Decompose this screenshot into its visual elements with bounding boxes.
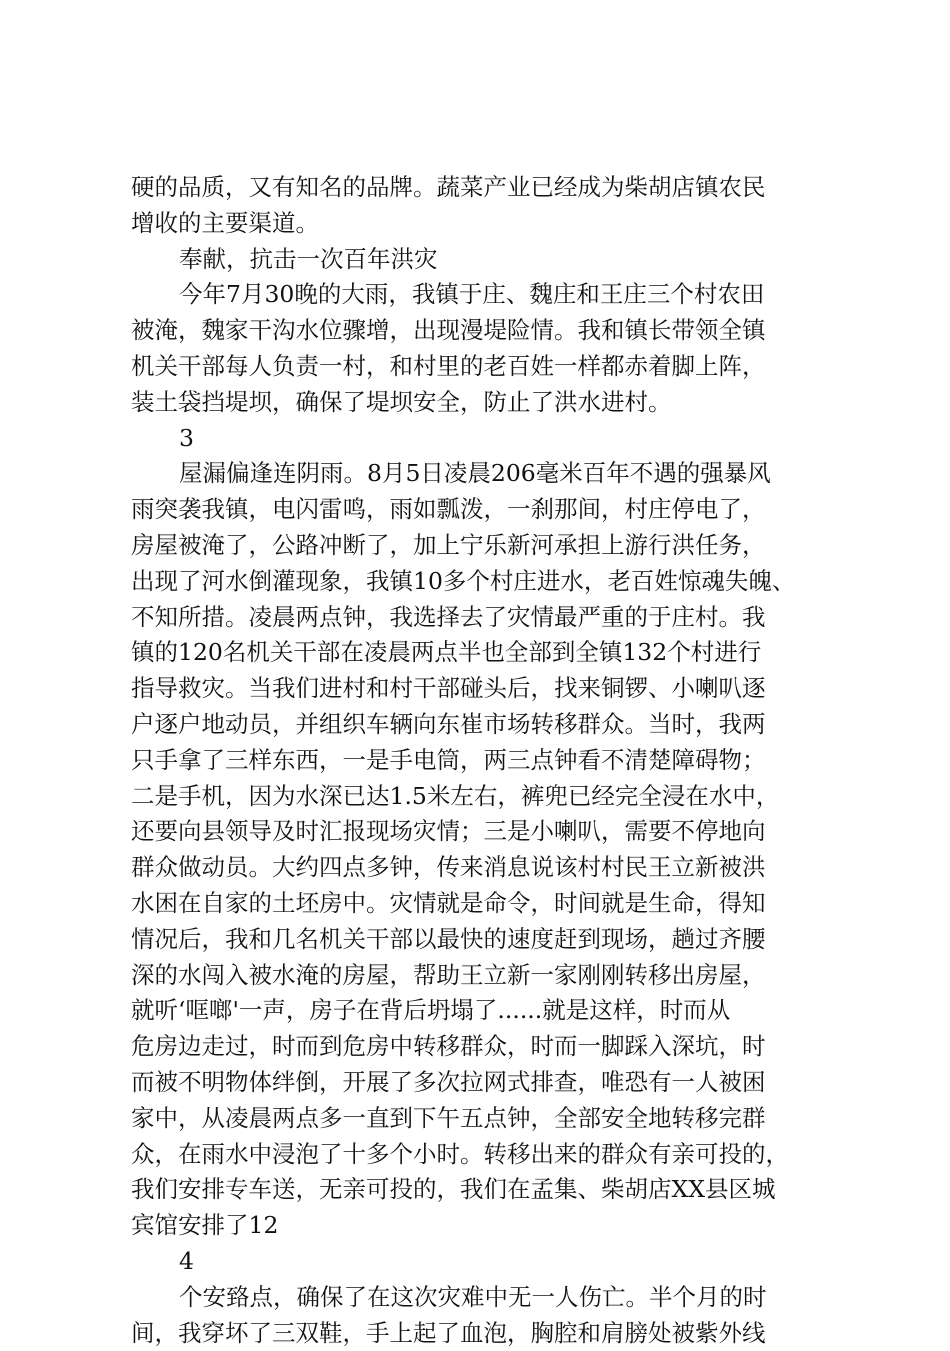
text-line: 群众做动员。大约四点多钟，传来消息说该村村民王立新被洪 bbox=[131, 850, 841, 886]
text-line: 硬的品质，又有知名的品牌。蔬菜产业已经成为柴胡店镇农民 bbox=[131, 170, 841, 206]
text-line: 出现了河水倒灌现象，我镇10多个村庄进水，老百姓惊魂失魄、 bbox=[131, 564, 841, 600]
text-line: 而被不明物体绊倒，开展了多次拉网式排查，唯恐有一人被困 bbox=[131, 1065, 841, 1101]
text-line: 只手拿了三样东西，一是手电筒，两三点钟看不清楚障碍物； bbox=[131, 743, 841, 779]
text-line: 指导救灾。当我们进村和村干部碰头后，找来铜锣、小喇叭逐 bbox=[131, 671, 841, 707]
text-line: 二是手机，因为水深已达1.5米左右，裤兜已经完全浸在水中， bbox=[131, 779, 841, 815]
text-line: 户逐户地动员，并组织车辆向东崔市场转移群众。当时，我两 bbox=[131, 707, 841, 743]
document-body bbox=[131, 170, 841, 1351]
text-line: 我们安排专车送，无亲可投的，我们在孟集、柴胡店XX县区城 bbox=[131, 1172, 841, 1208]
text-line: 家中，从凌晨两点多一直到下午五点钟，全部安全地转移完群 bbox=[131, 1101, 841, 1137]
text-line: 机关干部每人负责一村，和村里的老百姓一样都赤着脚上阵， bbox=[131, 349, 841, 385]
text-line: 增收的主要渠道。 bbox=[131, 206, 841, 242]
text-line: 不知所措。凌晨两点钟，我选择去了灾情最严重的于庄村。我 bbox=[131, 600, 841, 636]
text-line: 被淹，魏家干沟水位骤增，出现漫堤险情。我和镇长带领全镇 bbox=[131, 313, 841, 349]
text-line: 危房边走过，时而到危房中转移群众，时而一脚踩入深坑，时 bbox=[131, 1029, 841, 1065]
text-line: 装土袋挡堤坝，确保了堤坝安全，防止了洪水进村。 bbox=[131, 385, 841, 421]
text-line: 奉献，抗击一次百年洪灾 bbox=[131, 242, 841, 278]
text-line: 间，我穿坏了三双鞋，手上起了血泡，胸腔和肩膀处被紫外线 bbox=[131, 1316, 841, 1351]
text-line: 房屋被淹了，公路冲断了，加上宁乐新河承担上游行洪任务， bbox=[131, 528, 841, 564]
text-line: 还要向县领导及时汇报现场灾情；三是小喇叭，需要不停地向 bbox=[131, 814, 841, 850]
text-line: 水困在自家的土坯房中。灾情就是命令，时间就是生命，得知 bbox=[131, 886, 841, 922]
text-line: 屋漏偏逢连阴雨。8月5日凌晨206毫米百年不遇的强暴风 bbox=[131, 456, 841, 492]
text-line: 今年7月30晚的大雨，我镇于庄、魏庄和王庄三个村农田 bbox=[131, 277, 841, 313]
text-line: 情况后，我和几名机关干部以最快的速度赶到现场，趟过齐腰 bbox=[131, 922, 841, 958]
text-line: 就听‘哐啷'一声，房子在背后坍塌了......就是这样，时而从 bbox=[131, 993, 841, 1029]
text-line: 3 bbox=[131, 421, 841, 457]
text-line: 宾馆安排了12 bbox=[131, 1208, 841, 1244]
text-line: 4 bbox=[131, 1244, 841, 1280]
text-line: 众，在雨水中浸泡了十多个小时。转移出来的群众有亲可投的， bbox=[131, 1137, 841, 1173]
text-line: 个安臵点，确保了在这次灾难中无一人伤亡。半个月的时 bbox=[131, 1280, 841, 1316]
text-line: 镇的120名机关干部在凌晨两点半也全部到全镇132个村进行 bbox=[131, 635, 841, 671]
text-line: 深的水闯入被水淹的房屋，帮助王立新一家刚刚转移出房屋， bbox=[131, 958, 841, 994]
text-line: 雨突袭我镇，电闪雷鸣，雨如瓢泼，一刹那间，村庄停电了， bbox=[131, 492, 841, 528]
